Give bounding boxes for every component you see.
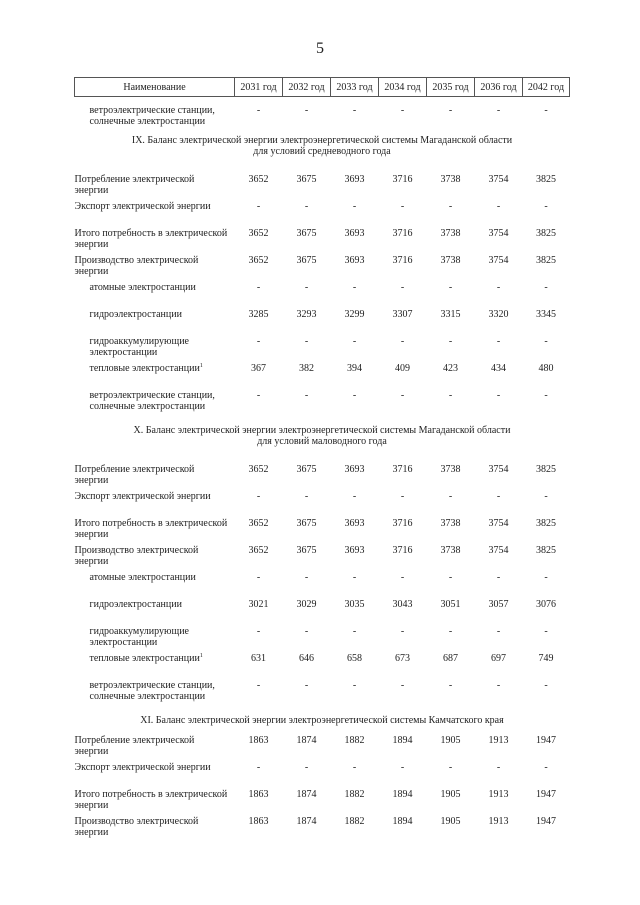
table-row bbox=[75, 626, 570, 653]
value-cell: - bbox=[256, 105, 261, 116]
table-row bbox=[75, 336, 570, 363]
value-cell: - bbox=[544, 201, 548, 212]
value-cell: 3716 bbox=[392, 545, 413, 556]
value-cell: 3652 bbox=[248, 518, 269, 529]
value-cell: - bbox=[496, 336, 501, 347]
table-header-row bbox=[75, 78, 570, 97]
value-cell: 631 bbox=[251, 653, 266, 664]
value-cell: - bbox=[400, 680, 405, 691]
row-label bbox=[75, 545, 235, 572]
value-cell: - bbox=[352, 680, 357, 691]
value-cell: 423 bbox=[443, 363, 458, 374]
value-cell: - bbox=[304, 762, 309, 773]
value-cell: - bbox=[448, 572, 453, 583]
value-cell: 3754 bbox=[488, 255, 509, 266]
value-cell: 394 bbox=[347, 363, 362, 374]
value-cell: - bbox=[544, 282, 548, 293]
value-cell: 1913 bbox=[488, 789, 509, 800]
value-cell: - bbox=[400, 105, 405, 116]
row-label bbox=[75, 735, 235, 762]
value-cell: - bbox=[304, 491, 309, 502]
row-label bbox=[75, 336, 235, 363]
value-cell: 3693 bbox=[344, 228, 365, 239]
value-cell: 3035 bbox=[344, 599, 365, 610]
value-cell: 3693 bbox=[344, 255, 365, 266]
row-label bbox=[75, 491, 235, 518]
table-row bbox=[75, 464, 570, 491]
value-cell: - bbox=[496, 626, 501, 637]
table-row bbox=[75, 518, 570, 545]
value-cell: 697 bbox=[491, 653, 506, 664]
value-cell: 1913 bbox=[488, 816, 509, 827]
row-label-text: Потребление электрической энергии bbox=[74, 464, 195, 486]
value-cell: - bbox=[400, 201, 405, 212]
value-cell: - bbox=[352, 282, 357, 293]
value-cell: 1894 bbox=[392, 789, 413, 800]
table-row bbox=[75, 228, 570, 255]
value-cell: 1874 bbox=[296, 816, 317, 827]
row-label-text: гидроэлектростанции bbox=[89, 309, 182, 320]
row-label-text: гидроаккумулирующие электростанции bbox=[89, 626, 189, 648]
value-cell: - bbox=[544, 105, 548, 116]
value-cell: 3754 bbox=[488, 518, 509, 529]
value-cell: 3021 bbox=[248, 599, 269, 610]
value-cell: 1863 bbox=[248, 789, 269, 800]
section-title-line: для условий маловодного года bbox=[257, 436, 387, 447]
section-title bbox=[75, 707, 570, 735]
table-row bbox=[75, 680, 570, 707]
row-label bbox=[75, 626, 235, 653]
value-cell: 3716 bbox=[392, 464, 413, 475]
row-label bbox=[75, 201, 235, 228]
value-cell: - bbox=[400, 491, 405, 502]
value-cell: - bbox=[304, 626, 309, 637]
value-cell: - bbox=[304, 336, 309, 347]
table-row bbox=[75, 174, 570, 201]
value-cell: 646 bbox=[299, 653, 314, 664]
row-label-text: Производство электрической энергии bbox=[74, 816, 199, 838]
value-cell: 3825 bbox=[536, 464, 556, 475]
section-title-line: IX. Баланс электрической энергии электроэнергетической системы Магаданской области bbox=[131, 135, 513, 146]
value-cell: - bbox=[448, 762, 453, 773]
value-cell: - bbox=[256, 491, 261, 502]
value-cell: 3320 bbox=[488, 309, 509, 320]
value-cell: 658 bbox=[347, 653, 362, 664]
value-cell: 3738 bbox=[440, 228, 461, 239]
row-label-text: ветроэлектрические станции, солнечные электростанции bbox=[89, 680, 215, 702]
table-row bbox=[75, 599, 570, 626]
value-cell: - bbox=[496, 762, 501, 773]
value-cell: 3675 bbox=[296, 228, 317, 239]
value-cell: - bbox=[544, 336, 548, 347]
value-cell: - bbox=[448, 282, 453, 293]
value-cell: - bbox=[352, 491, 357, 502]
value-cell: - bbox=[544, 390, 548, 401]
section-title-line: для условий средневодного года bbox=[253, 146, 391, 157]
table-row bbox=[75, 735, 570, 762]
value-cell: 3738 bbox=[440, 255, 461, 266]
row-label-text: гидроэлектростанции bbox=[89, 599, 182, 610]
value-cell: 1874 bbox=[296, 789, 317, 800]
value-cell: - bbox=[448, 105, 453, 116]
value-cell: 3652 bbox=[248, 228, 269, 239]
value-cell: - bbox=[544, 572, 548, 583]
value-cell: 673 bbox=[395, 653, 410, 664]
table-row bbox=[75, 282, 570, 309]
value-cell: 3716 bbox=[392, 255, 413, 266]
value-cell: 3738 bbox=[440, 174, 461, 185]
value-cell: 3299 bbox=[344, 309, 365, 320]
value-cell: 3716 bbox=[392, 174, 413, 185]
value-cell: - bbox=[304, 390, 309, 401]
value-cell: - bbox=[400, 762, 405, 773]
header-year: 2032 год bbox=[283, 78, 331, 97]
row-label-text: Экспорт электрической энергии bbox=[74, 201, 211, 212]
row-label-text: Потребление электрической энергии bbox=[74, 735, 195, 757]
value-cell: 1905 bbox=[440, 816, 461, 827]
value-cell: 1874 bbox=[296, 735, 317, 746]
header-year: 2033 год bbox=[331, 78, 379, 97]
row-label-text: Итого потребность в электрической энергии bbox=[74, 518, 228, 540]
value-cell: - bbox=[544, 680, 548, 691]
value-cell: 3076 bbox=[536, 599, 556, 610]
value-cell: - bbox=[400, 626, 405, 637]
value-cell: 3675 bbox=[296, 255, 317, 266]
value-cell: - bbox=[448, 680, 453, 691]
value-cell: - bbox=[496, 105, 501, 116]
table-row bbox=[75, 816, 570, 843]
value-cell: 3051 bbox=[440, 599, 461, 610]
value-cell: - bbox=[256, 201, 261, 212]
section-title bbox=[75, 127, 570, 174]
value-cell: - bbox=[544, 762, 548, 773]
footnote-mark: 1 bbox=[199, 363, 203, 369]
value-cell: - bbox=[352, 572, 357, 583]
energy-balance-table bbox=[74, 77, 570, 843]
row-label-text: Производство электрической энергии bbox=[74, 255, 199, 277]
row-label-text: Производство электрической энергии bbox=[74, 545, 199, 567]
value-cell: - bbox=[304, 572, 309, 583]
value-cell: - bbox=[256, 282, 261, 293]
value-cell: 1894 bbox=[392, 735, 413, 746]
row-label bbox=[75, 572, 235, 599]
row-label-text: Итого потребность в электрической энергии bbox=[74, 228, 228, 250]
value-cell: - bbox=[448, 336, 453, 347]
value-cell: 3754 bbox=[488, 464, 509, 475]
value-cell: - bbox=[496, 680, 501, 691]
table-row bbox=[75, 762, 570, 789]
value-cell: - bbox=[256, 680, 261, 691]
value-cell: 3738 bbox=[440, 545, 461, 556]
value-cell: 3057 bbox=[488, 599, 509, 610]
value-cell: 3716 bbox=[392, 518, 413, 529]
value-cell: 3754 bbox=[488, 174, 509, 185]
row-label bbox=[75, 174, 235, 201]
value-cell: 1882 bbox=[344, 789, 365, 800]
value-cell: - bbox=[256, 626, 261, 637]
table-row bbox=[75, 97, 570, 128]
value-cell: 1947 bbox=[536, 816, 556, 827]
value-cell: 3693 bbox=[344, 464, 365, 475]
value-cell: - bbox=[544, 491, 548, 502]
section-title-line: X. Баланс электрической энергии электроэнергетической системы Магаданской области bbox=[133, 425, 511, 436]
value-cell: - bbox=[352, 626, 357, 637]
value-cell: 3043 bbox=[392, 599, 413, 610]
value-cell: 3652 bbox=[248, 255, 269, 266]
value-cell: 3716 bbox=[392, 228, 413, 239]
value-cell: 3029 bbox=[296, 599, 317, 610]
value-cell: - bbox=[496, 390, 501, 401]
value-cell: 749 bbox=[538, 653, 554, 664]
value-cell: 1947 bbox=[536, 735, 556, 746]
row-label bbox=[75, 363, 235, 390]
row-label bbox=[75, 518, 235, 545]
row-label bbox=[75, 789, 235, 816]
value-cell: - bbox=[352, 105, 357, 116]
value-cell: - bbox=[256, 336, 261, 347]
table-row bbox=[75, 390, 570, 417]
value-cell: 409 bbox=[395, 363, 410, 374]
table-row bbox=[75, 491, 570, 518]
header-year: 2036 год bbox=[475, 78, 523, 97]
value-cell: 687 bbox=[443, 653, 458, 664]
row-label bbox=[75, 255, 235, 282]
value-cell: 3293 bbox=[296, 309, 317, 320]
table-row bbox=[75, 572, 570, 599]
row-label bbox=[75, 228, 235, 255]
table-row bbox=[75, 653, 570, 680]
row-label bbox=[75, 464, 235, 491]
value-cell: - bbox=[496, 201, 501, 212]
value-cell: 1863 bbox=[248, 735, 269, 746]
section-heading-row bbox=[75, 127, 570, 174]
header-name: Наименование bbox=[75, 78, 235, 97]
value-cell: - bbox=[496, 282, 501, 293]
footnote-mark: 1 bbox=[199, 653, 203, 659]
value-cell: - bbox=[400, 336, 405, 347]
value-cell: 3825 bbox=[536, 255, 556, 266]
page-number: 5 bbox=[316, 40, 324, 57]
row-label bbox=[75, 599, 235, 626]
table-row bbox=[75, 309, 570, 336]
table-row bbox=[75, 789, 570, 816]
section-heading-row bbox=[75, 707, 570, 735]
value-cell: - bbox=[400, 390, 405, 401]
row-label bbox=[75, 309, 235, 336]
value-cell: 3315 bbox=[440, 309, 461, 320]
row-label bbox=[75, 653, 235, 680]
value-cell: 480 bbox=[538, 363, 554, 374]
value-cell: 1905 bbox=[440, 789, 461, 800]
row-label bbox=[75, 282, 235, 309]
value-cell: 3652 bbox=[248, 545, 269, 556]
value-cell: - bbox=[448, 201, 453, 212]
value-cell: 3825 bbox=[536, 174, 556, 185]
table-row bbox=[75, 255, 570, 282]
value-cell: 3754 bbox=[488, 228, 509, 239]
row-label-text: ветроэлектрические станции, солнечные электростанции bbox=[89, 390, 215, 412]
row-label-text: Экспорт электрической энергии bbox=[74, 762, 211, 773]
section-title bbox=[75, 417, 570, 464]
row-label bbox=[75, 816, 235, 843]
value-cell: 367 bbox=[251, 363, 266, 374]
value-cell: 3675 bbox=[296, 174, 317, 185]
value-cell: 1882 bbox=[344, 735, 365, 746]
value-cell: 1947 bbox=[536, 789, 556, 800]
value-cell: 3738 bbox=[440, 518, 461, 529]
section-title-line: XI. Баланс электрической энергии электроэнергетической системы Камчатского края bbox=[140, 715, 504, 726]
value-cell: - bbox=[304, 105, 309, 116]
value-cell: 3825 bbox=[536, 545, 556, 556]
value-cell: - bbox=[256, 390, 261, 401]
value-cell: 3738 bbox=[440, 464, 461, 475]
header-year: 2035 год bbox=[427, 78, 475, 97]
header-year: 2031 год bbox=[235, 78, 283, 97]
value-cell: - bbox=[352, 336, 357, 347]
value-cell: - bbox=[496, 491, 501, 502]
value-cell: 434 bbox=[491, 363, 506, 374]
value-cell: - bbox=[496, 572, 501, 583]
value-cell: - bbox=[448, 626, 453, 637]
value-cell: 3652 bbox=[248, 174, 269, 185]
row-label-text: ветроэлектрические станции, солнечные электростанции bbox=[89, 105, 215, 127]
value-cell: 3693 bbox=[344, 518, 365, 529]
row-label-text: тепловые электростанции bbox=[89, 653, 200, 664]
row-label-text: Экспорт электрической энергии bbox=[74, 491, 211, 502]
value-cell: 3825 bbox=[536, 518, 556, 529]
table-row bbox=[75, 545, 570, 572]
value-cell: - bbox=[304, 201, 309, 212]
value-cell: - bbox=[448, 491, 453, 502]
value-cell: - bbox=[256, 762, 261, 773]
section-heading-row bbox=[75, 417, 570, 464]
value-cell: - bbox=[352, 762, 357, 773]
value-cell: - bbox=[544, 626, 548, 637]
value-cell: 1882 bbox=[344, 816, 365, 827]
row-label-text: Итого потребность в электрической энергии bbox=[74, 789, 228, 811]
header-year: 2034 год bbox=[379, 78, 427, 97]
value-cell: - bbox=[448, 390, 453, 401]
value-cell: 3825 bbox=[536, 228, 556, 239]
row-label-text: атомные электростанции bbox=[89, 282, 196, 293]
table-row bbox=[75, 201, 570, 228]
value-cell: 3675 bbox=[296, 464, 317, 475]
value-cell: - bbox=[352, 390, 357, 401]
value-cell: 3675 bbox=[296, 545, 317, 556]
value-cell: 3693 bbox=[344, 545, 365, 556]
value-cell: 3307 bbox=[392, 309, 413, 320]
value-cell: - bbox=[304, 680, 309, 691]
value-cell: - bbox=[400, 572, 405, 583]
value-cell: 3675 bbox=[296, 518, 317, 529]
value-cell: 382 bbox=[299, 363, 314, 374]
value-cell: 3693 bbox=[344, 174, 365, 185]
value-cell: 1905 bbox=[440, 735, 461, 746]
header-year: 2042 год bbox=[523, 78, 570, 97]
value-cell: - bbox=[304, 282, 309, 293]
row-label-text: гидроаккумулирующие электростанции bbox=[89, 336, 189, 358]
row-label-text: тепловые электростанции bbox=[89, 363, 200, 374]
value-cell: - bbox=[256, 572, 261, 583]
value-cell: 1894 bbox=[392, 816, 413, 827]
value-cell: - bbox=[352, 201, 357, 212]
value-cell: 3345 bbox=[536, 309, 556, 320]
row-label bbox=[75, 390, 235, 417]
value-cell: 3652 bbox=[248, 464, 269, 475]
value-cell: - bbox=[400, 282, 405, 293]
row-label-text: Потребление электрической энергии bbox=[74, 174, 195, 196]
row-label bbox=[75, 97, 235, 128]
value-cell: 3285 bbox=[248, 309, 269, 320]
value-cell: 1863 bbox=[248, 816, 269, 827]
value-cell: 3754 bbox=[488, 545, 509, 556]
row-label bbox=[75, 680, 235, 707]
row-label bbox=[75, 762, 235, 789]
table-row bbox=[75, 363, 570, 390]
row-label-text: атомные электростанции bbox=[89, 572, 196, 583]
value-cell: 1913 bbox=[488, 735, 509, 746]
